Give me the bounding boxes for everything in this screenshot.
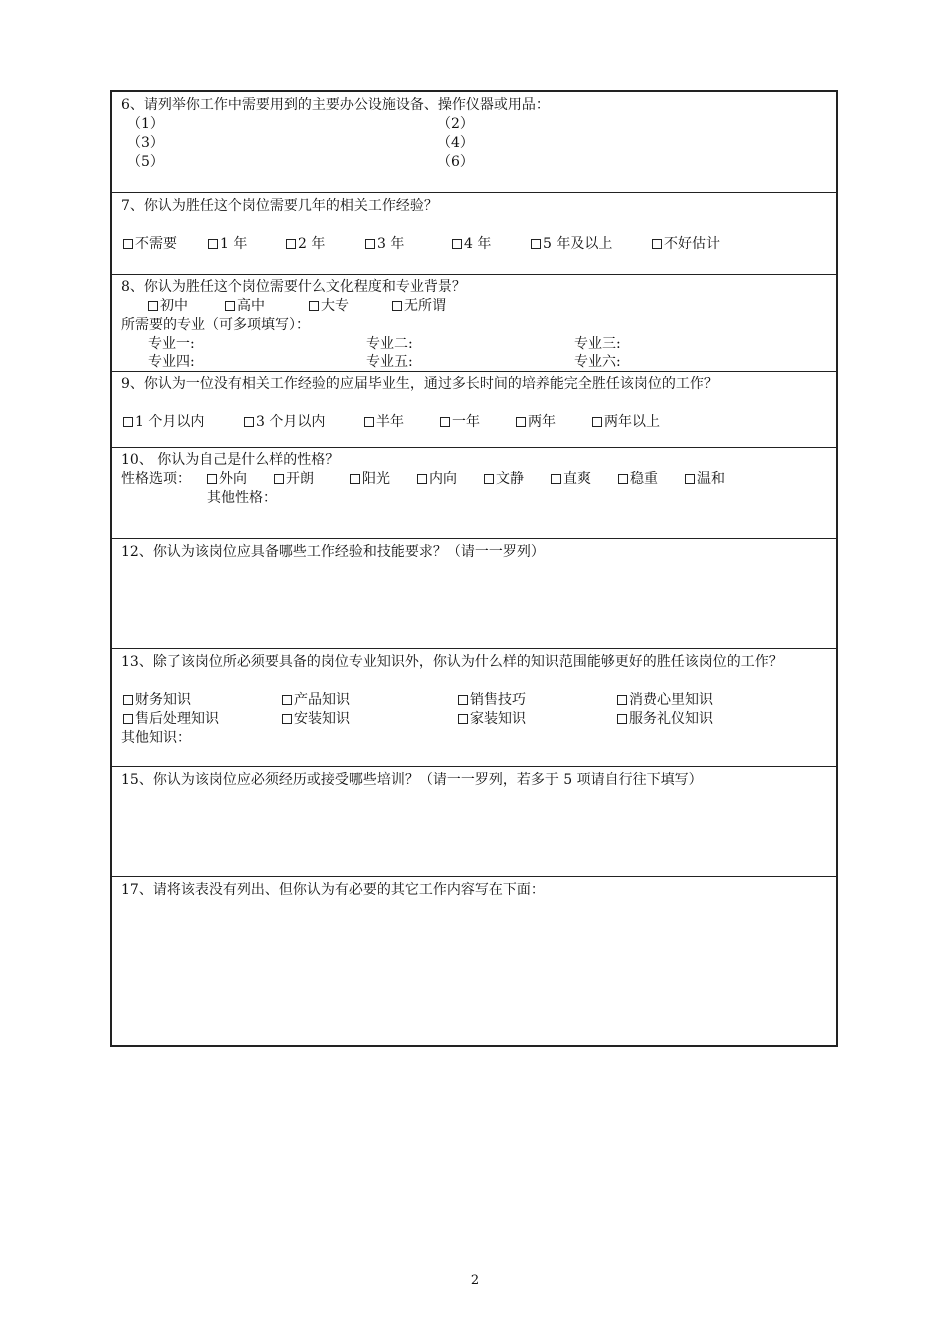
checkbox-icon[interactable]	[123, 417, 133, 427]
question-17-section	[112, 877, 836, 1045]
checkbox-icon[interactable]	[652, 239, 662, 249]
checkbox-icon[interactable]	[617, 695, 627, 705]
q7-option-label: 5 年及以上	[543, 236, 613, 252]
q13-option-label: 家装知识	[470, 711, 526, 727]
q7-option-1yr[interactable]	[208, 235, 247, 254]
q9-option-2[interactable]	[244, 413, 325, 432]
checkbox-icon[interactable]	[452, 239, 462, 249]
q7-option-unsure[interactable]	[652, 235, 720, 254]
q10-option-3[interactable]	[350, 470, 390, 489]
checkbox-icon[interactable]	[350, 474, 360, 484]
question-6-section	[112, 92, 836, 193]
questionnaire-form	[110, 90, 838, 1047]
q6-item-5[interactable]: （5）	[127, 154, 164, 170]
q13-option-4[interactable]	[617, 691, 713, 710]
q10-option-label: 稳重	[630, 471, 658, 487]
checkbox-icon[interactable]	[392, 301, 402, 311]
q6-item-1[interactable]: （1）	[127, 116, 164, 132]
q7-option-3yr[interactable]	[365, 235, 404, 254]
q8-major-2[interactable]: 专业二:	[366, 336, 413, 352]
q9-option-label: 两年以上	[604, 414, 660, 430]
question-13-text: 13、除了该岗位所必须要具备的岗位专业知识外，你认为什么样的知识范围能够更好的胜任该岗位的工作？	[121, 654, 783, 670]
q13-option-6[interactable]	[282, 710, 350, 729]
checkbox-icon[interactable]	[458, 695, 468, 705]
q8-major-4[interactable]: 专业四:	[148, 354, 195, 370]
q10-label: 性格选项：	[121, 471, 191, 487]
checkbox-icon[interactable]	[208, 239, 218, 249]
checkbox-icon[interactable]	[244, 417, 254, 427]
checkbox-icon[interactable]	[365, 239, 375, 249]
q10-option-label: 外向	[219, 471, 247, 487]
checkbox-icon[interactable]	[516, 417, 526, 427]
q13-option-1[interactable]	[123, 691, 191, 710]
q13-option-5[interactable]	[123, 710, 219, 729]
checkbox-icon[interactable]	[225, 301, 235, 311]
q9-option-label: 一年	[452, 414, 480, 430]
checkbox-icon[interactable]	[618, 474, 628, 484]
q7-option-label: 1 年	[220, 236, 248, 252]
q7-option-label: 不需要	[135, 236, 177, 252]
q8-major-5[interactable]: 专业五:	[366, 354, 413, 370]
question-12-section	[112, 539, 836, 649]
question-7-section	[112, 193, 836, 275]
checkbox-icon[interactable]	[458, 714, 468, 724]
q9-option-label: 1 个月以内	[135, 414, 205, 430]
q13-option-2[interactable]	[282, 691, 350, 710]
q6-item-6[interactable]: （6）	[437, 154, 474, 170]
q8-option-label: 高中	[237, 298, 265, 314]
q10-option-label: 阳光	[362, 471, 390, 487]
q7-option-5yr-plus[interactable]	[531, 235, 612, 254]
checkbox-icon[interactable]	[551, 474, 561, 484]
q8-option-any[interactable]	[392, 297, 446, 316]
q7-option-none[interactable]	[123, 235, 177, 254]
q8-option-label: 初中	[160, 298, 188, 314]
q9-option-label: 半年	[376, 414, 404, 430]
q8-option-college[interactable]	[309, 297, 349, 316]
question-15-text: 15、你认为该岗位应必须经历或接受哪些培训？（请一一罗列，若多于 5 项请自行往下填写）	[121, 772, 703, 788]
q13-option-label: 销售技巧	[470, 692, 526, 708]
question-10-text: 10、 你认为自己是什么样的性格？	[121, 452, 340, 468]
checkbox-icon[interactable]	[286, 239, 296, 249]
question-7-text: 7、你认为胜任这个岗位需要几年的相关工作经验？	[121, 198, 438, 214]
q9-option-label: 3 个月以内	[256, 414, 326, 430]
q6-item-3[interactable]: （3）	[127, 135, 164, 151]
question-8-text: 8、你认为胜任这个岗位需要什么文化程度和专业背景？	[121, 279, 466, 295]
q10-option-label: 内向	[429, 471, 457, 487]
checkbox-icon[interactable]	[417, 474, 427, 484]
q8-option-label: 大专	[321, 298, 349, 314]
question-8-section	[112, 275, 836, 372]
q10-option-6[interactable]	[551, 470, 591, 489]
q6-item-2[interactable]: （2）	[437, 116, 474, 132]
checkbox-icon[interactable]	[274, 474, 284, 484]
checkbox-icon[interactable]	[484, 474, 494, 484]
q8-major-label: 所需要的专业（可多项填写）：	[121, 317, 310, 333]
q10-option-5[interactable]	[484, 470, 524, 489]
q13-option-label: 服务礼仪知识	[629, 711, 713, 727]
checkbox-icon[interactable]	[531, 239, 541, 249]
q8-option-senior-high[interactable]	[225, 297, 265, 316]
q13-other[interactable]: 其他知识：	[121, 730, 191, 746]
q7-option-4yr[interactable]	[452, 235, 491, 254]
q7-option-label: 3 年	[377, 236, 405, 252]
checkbox-icon[interactable]	[282, 714, 292, 724]
q9-option-label: 两年	[528, 414, 556, 430]
q8-major-3[interactable]: 专业三:	[574, 336, 621, 352]
checkbox-icon[interactable]	[364, 417, 374, 427]
q13-option-7[interactable]	[458, 710, 526, 729]
checkbox-icon[interactable]	[617, 714, 627, 724]
page-number: 2	[470, 1273, 480, 1288]
question-13-section	[112, 649, 836, 767]
q10-option-7[interactable]	[618, 470, 658, 489]
q8-major-1[interactable]: 专业一:	[148, 336, 195, 352]
q13-option-label: 安装知识	[294, 711, 350, 727]
checkbox-icon[interactable]	[282, 695, 292, 705]
checkbox-icon[interactable]	[685, 474, 695, 484]
q13-option-label: 消费心里知识	[629, 692, 713, 708]
q13-option-label: 产品知识	[294, 692, 350, 708]
checkbox-icon[interactable]	[123, 239, 133, 249]
q7-option-label: 不好估计	[664, 236, 720, 252]
q10-option-label: 温和	[697, 471, 725, 487]
checkbox-icon[interactable]	[309, 301, 319, 311]
q7-option-label: 2 年	[298, 236, 326, 252]
q13-option-label: 售后处理知识	[135, 711, 219, 727]
q9-option-4[interactable]	[440, 413, 480, 432]
checkbox-icon[interactable]	[440, 417, 450, 427]
question-9-text: 9、你认为一位没有相关工作经验的应届毕业生，通过多长时间的培养能完全胜任该岗位的工作？	[121, 376, 718, 392]
checkbox-icon[interactable]	[592, 417, 602, 427]
q10-option-2[interactable]	[274, 470, 314, 489]
checkbox-icon[interactable]	[123, 714, 133, 724]
q10-option-8[interactable]	[685, 470, 725, 489]
q8-option-junior-high[interactable]	[148, 297, 188, 316]
checkbox-icon[interactable]	[148, 301, 158, 311]
q13-option-label: 财务知识	[135, 692, 191, 708]
q10-option-label: 文静	[496, 471, 524, 487]
question-6-text: 6、请列举你工作中需要用到的主要办公设施设备、操作仪器或用品：	[121, 97, 550, 113]
q13-option-8[interactable]	[617, 710, 713, 729]
q13-option-3[interactable]	[458, 691, 526, 710]
q10-option-4[interactable]	[417, 470, 457, 489]
q9-option-6[interactable]	[592, 413, 660, 432]
q8-major-6[interactable]: 专业六:	[574, 354, 621, 370]
q6-item-4[interactable]: （4）	[437, 135, 474, 151]
question-12-text: 12、你认为该岗位应具备哪些工作经验和技能要求？（请一一罗列）	[121, 544, 545, 560]
question-17-text: 17、请将该表没有列出、但你认为有必要的其它工作内容写在下面：	[121, 882, 545, 898]
q10-option-1[interactable]	[207, 470, 247, 489]
q7-option-label: 4 年	[464, 236, 492, 252]
question-15-section	[112, 767, 836, 877]
checkbox-icon[interactable]	[207, 474, 217, 484]
q10-option-label: 开朗	[286, 471, 314, 487]
question-10-section	[112, 448, 836, 539]
q9-option-3[interactable]	[364, 413, 404, 432]
q9-option-5[interactable]	[516, 413, 556, 432]
checkbox-icon[interactable]	[123, 695, 133, 705]
q10-option-label: 直爽	[563, 471, 591, 487]
q9-option-1[interactable]	[123, 413, 204, 432]
q7-option-2yr[interactable]	[286, 235, 325, 254]
q8-option-label: 无所谓	[404, 298, 446, 314]
question-9-section	[112, 372, 836, 448]
q10-other[interactable]: 其他性格：	[207, 490, 277, 506]
